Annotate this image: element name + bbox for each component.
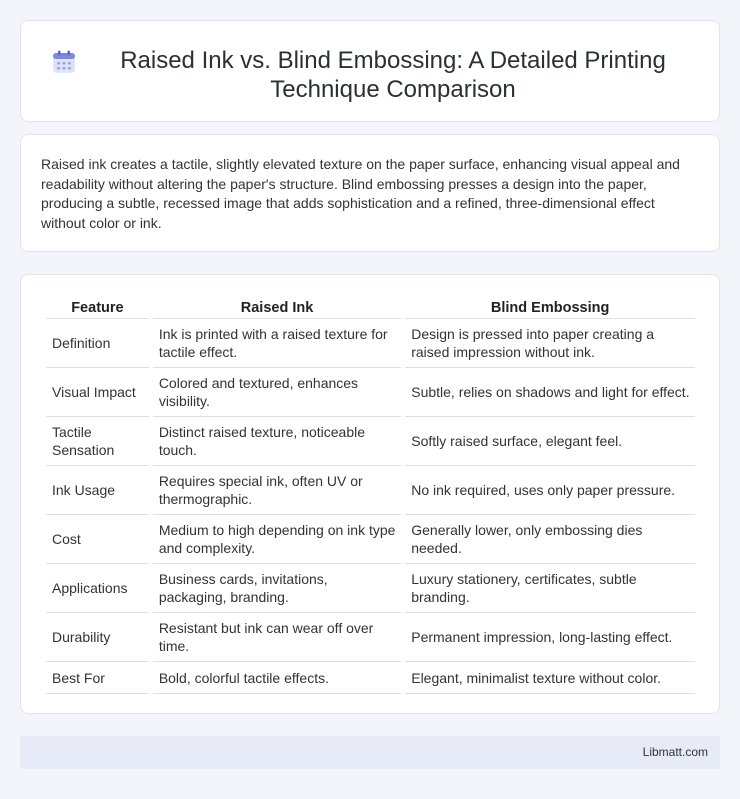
footer xyxy=(20,736,720,769)
page-title: Raised Ink vs. Blind Embossing: A Detailed Printing Technique Comparison xyxy=(120,47,666,103)
blind-embossing-cell: Softly raised surface, elegant feel. xyxy=(405,417,695,466)
table-row xyxy=(46,515,695,564)
feature-cell: Ink Usage xyxy=(46,466,149,515)
feature-cell: Tactile Sensation xyxy=(46,417,149,466)
comparison-card xyxy=(20,274,720,714)
table-row xyxy=(46,564,695,613)
title-wrap xyxy=(21,21,719,104)
table-row xyxy=(46,417,695,466)
table-row xyxy=(46,368,695,417)
blind-embossing-cell: Generally lower, only embossing dies needed. xyxy=(405,515,695,564)
table-row xyxy=(46,466,695,515)
header-feature: Feature xyxy=(46,297,149,319)
raised-ink-cell: Bold, colorful tactile effects. xyxy=(153,662,401,694)
raised-ink-cell: Colored and textured, enhances visibility. xyxy=(153,368,401,417)
calendar-icon xyxy=(51,49,77,75)
feature-cell: Best For xyxy=(46,662,149,694)
feature-cell: Applications xyxy=(46,564,149,613)
raised-ink-cell: Ink is printed with a raised texture for tactile effect. xyxy=(153,319,401,368)
raised-ink-cell: Resistant but ink can wear off over time. xyxy=(153,613,401,662)
table-row xyxy=(46,319,695,368)
blind-embossing-cell: Permanent impression, long-lasting effect. xyxy=(405,613,695,662)
title-card xyxy=(20,20,720,122)
feature-cell: Definition xyxy=(46,319,149,368)
header-blind-embossing: Blind Embossing xyxy=(405,297,695,319)
blind-embossing-cell: Elegant, minimalist texture without color. xyxy=(405,662,695,694)
raised-ink-cell: Medium to high depending on ink type and complexity. xyxy=(153,515,401,564)
blind-embossing-cell: Design is pressed into paper creating a raised impression without ink. xyxy=(405,319,695,368)
raised-ink-cell: Distinct raised texture, noticeable touch. xyxy=(153,417,401,466)
blind-embossing-cell: No ink required, uses only paper pressure. xyxy=(405,466,695,515)
feature-cell: Visual Impact xyxy=(46,368,149,417)
feature-cell: Durability xyxy=(46,613,149,662)
blind-embossing-cell: Luxury stationery, certificates, subtle branding. xyxy=(405,564,695,613)
table-row xyxy=(46,613,695,662)
footer-site-link[interactable]: Libmatt.com xyxy=(642,745,708,759)
comparison-table xyxy=(42,297,699,694)
header-raised-ink: Raised Ink xyxy=(153,297,401,319)
intro-text: Raised ink creates a tactile, slightly elevated texture on the paper surface, enhancing visual appeal and readability without altering the paper's structure. Blind embossing presses a design into the paper, producing a subtle, recessed image that adds sophistication and a refined, three-dimensional effect without color or ink. xyxy=(41,156,680,231)
raised-ink-cell: Business cards, invitations, packaging, branding. xyxy=(153,564,401,613)
table-header-row xyxy=(46,297,695,319)
raised-ink-cell: Requires special ink, often UV or thermographic. xyxy=(153,466,401,515)
blind-embossing-cell: Subtle, relies on shadows and light for effect. xyxy=(405,368,695,417)
intro-card xyxy=(20,134,720,252)
table-row xyxy=(46,662,695,694)
feature-cell: Cost xyxy=(46,515,149,564)
